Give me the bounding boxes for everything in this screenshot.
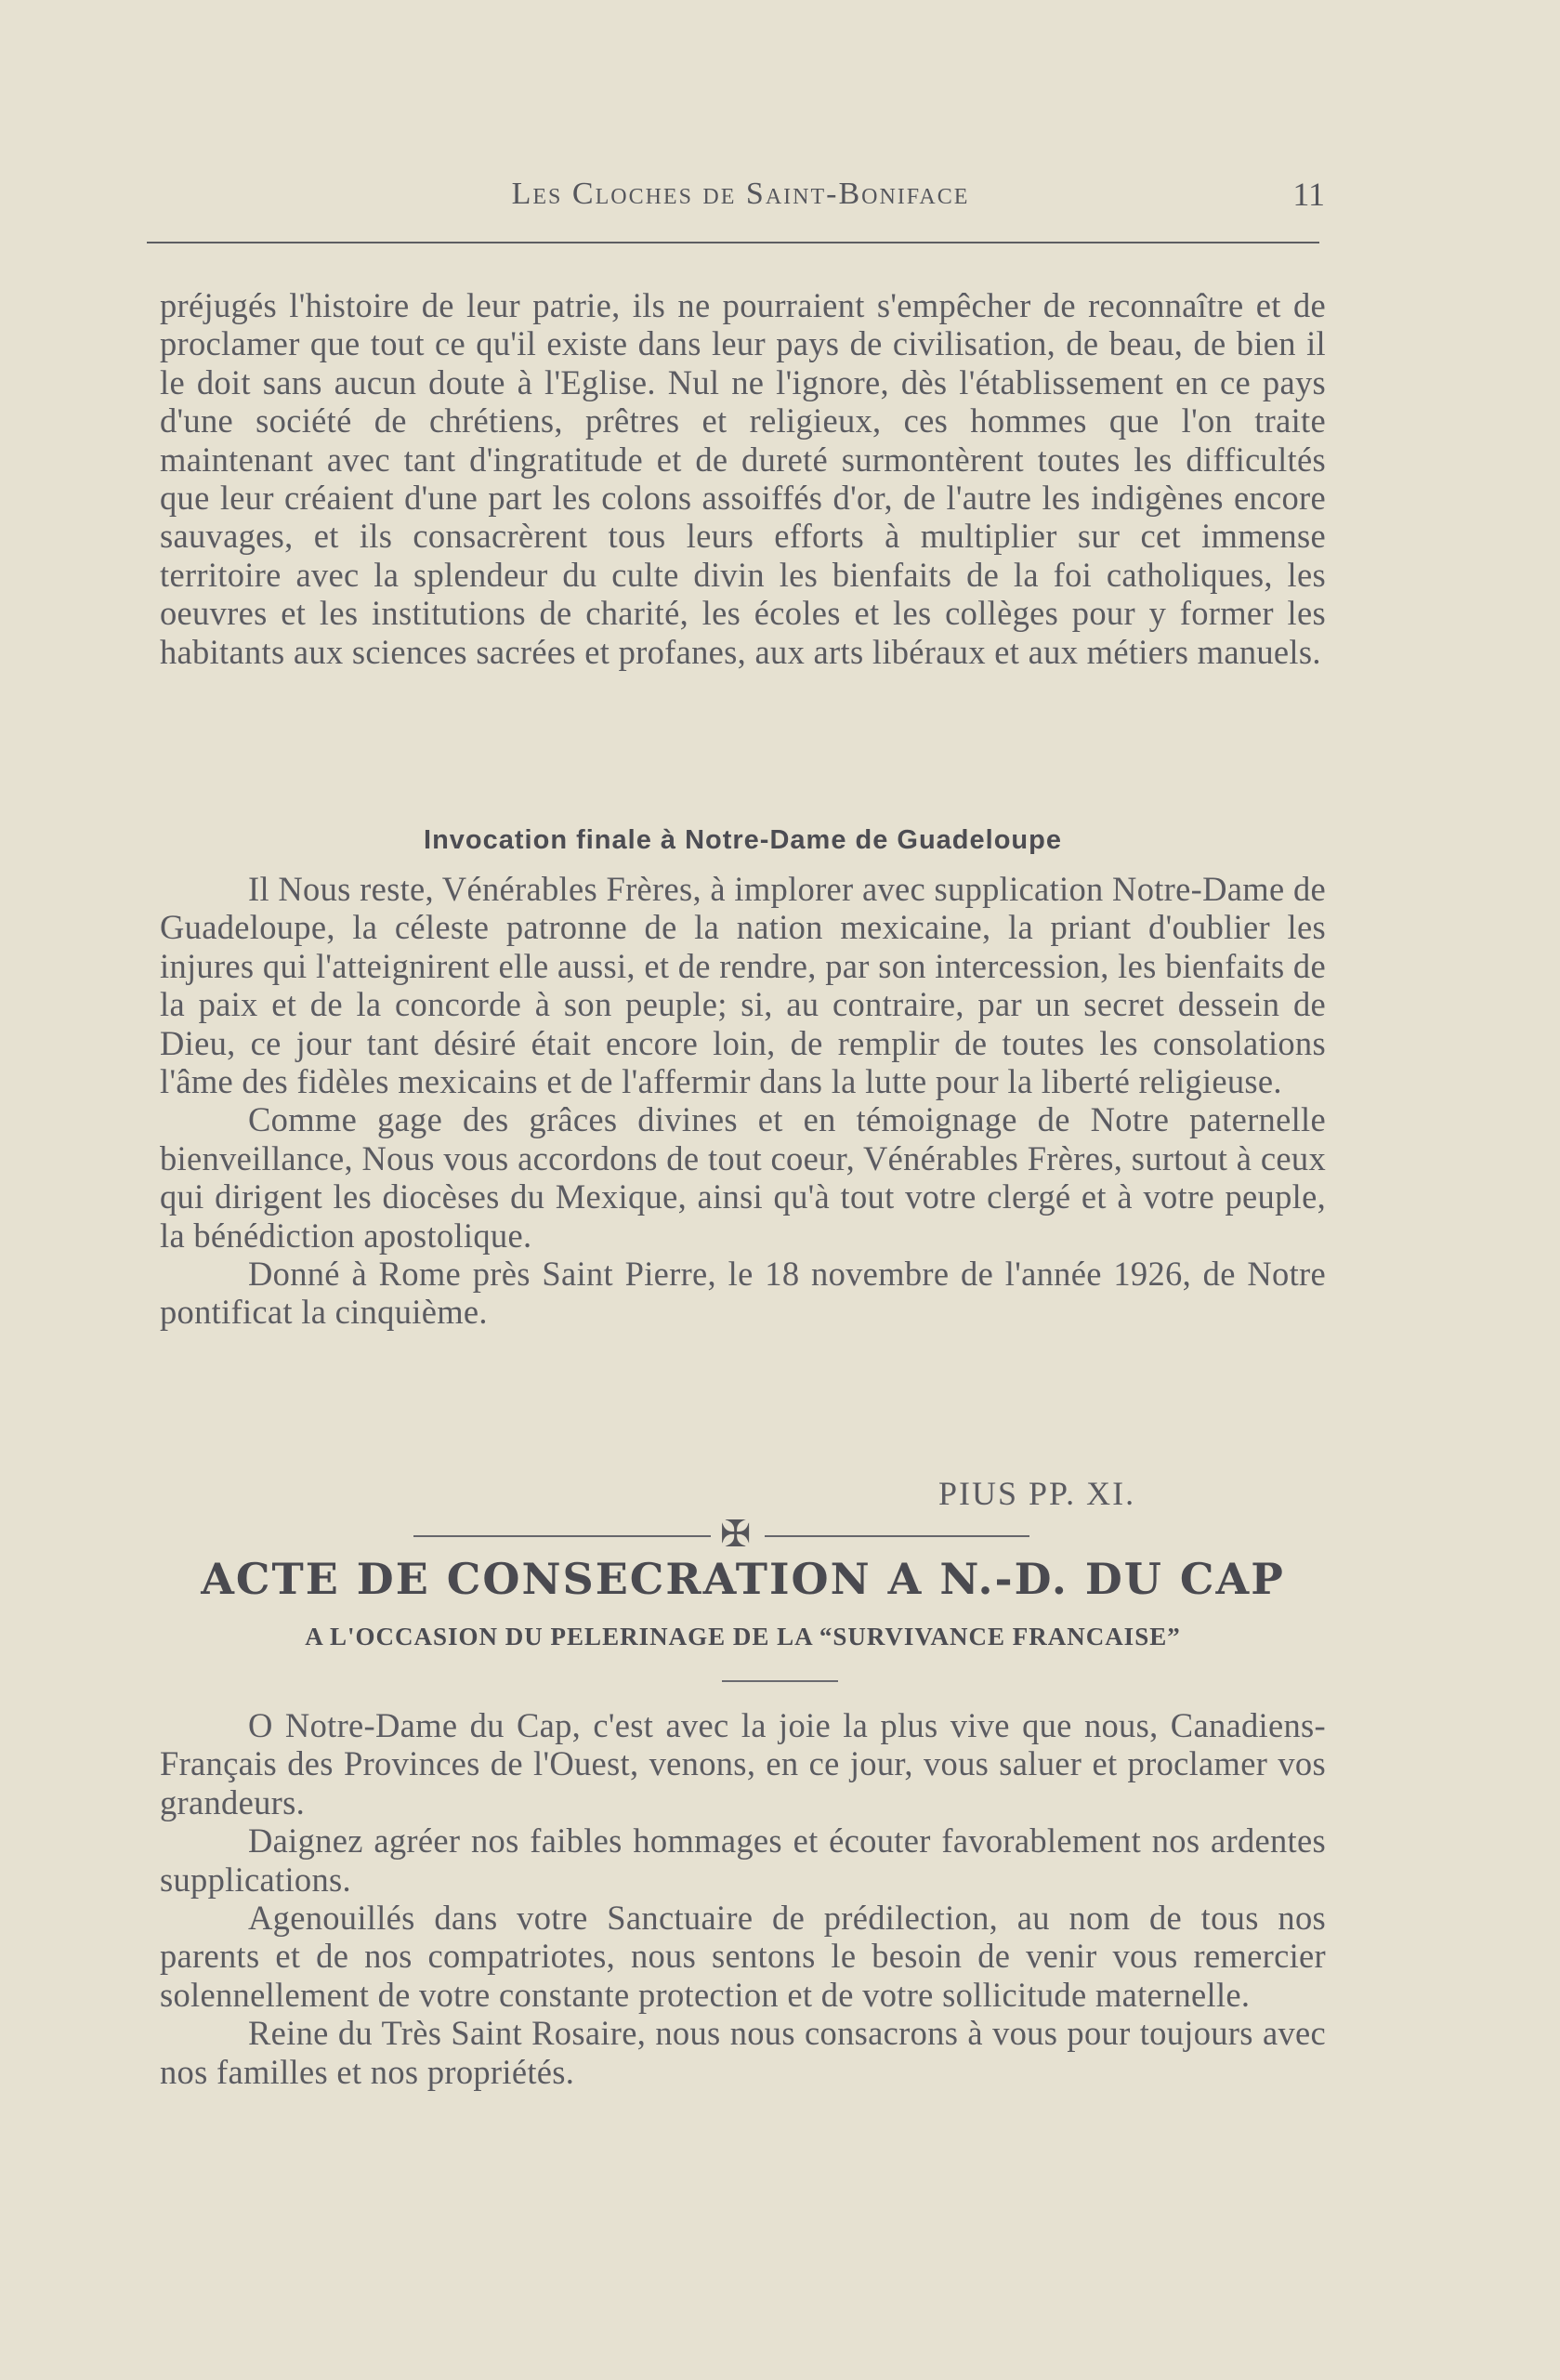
paragraph-reine: Reine du Très Saint Rosaire, nous nous consacrons à vous pour toujours avec nos familles et nos propriétés. bbox=[160, 2014, 1326, 2091]
paragraph-daignez: Daignez agréer nos faibles hommages et écouter favorablement nos ardentes supplications. bbox=[160, 1821, 1326, 1899]
paragraph-donne-a-rome: Donné à Rome près Saint Pierre, le 18 novembre de l'année 1926, de Notre pontificat la cinquième. bbox=[160, 1255, 1326, 1332]
acte-title: ACTE DE CONSECRATION A N.-D. DU CAP bbox=[201, 1554, 1285, 1604]
header-rule bbox=[147, 242, 1319, 243]
cross-ornament-divider bbox=[413, 1513, 1073, 1559]
paragraph-comme-gage: Comme gage des grâces divines et en témoignage de Notre paternelle bienveillance, Nous vous accordons de tout coeur, Vénérables Frères, surtout à ceux qui dirigent les diocèses du Mexique, ainsi qu'à tout votre clergé et à votre peuple, la bénédiction apostolique. bbox=[160, 1100, 1326, 1255]
section-letter bbox=[160, 286, 1326, 671]
acte-subtitle: A L'OCCASION DU PELERINAGE DE LA “SURVIVANCE FRANCAISE” bbox=[305, 1623, 1181, 1650]
running-title: Les Cloches de Saint-Boniface bbox=[511, 177, 970, 211]
paragraph-prejuges: préjugés l'histoire de leur patrie, ils ne pourraient s'empêcher de reconnaître et de proclamer que tout ce qu'il existe dans leur pays de civilisation, de beau, de bien il le doit sans aucun doute à l'Eglise. Nul ne l'ignore, dès l'établissement en ce pays d'une société de chrétiens, prêtres et religieux, ces hommes que l'on traite maintenant avec tant d'ingratitude et de dureté surmontèrent toutes les difficultés que leur créaient d'une part les colons assoiffés d'or, de l'autre les indigènes encore sauvages, et ils consacrèrent tous leurs efforts à multiplier sur cet immense territoire avec la splendeur du culte divin les bienfaits de la foi catholiques, les oeuvres et les institutions de charité, les écoles et les collèges pour y former les habitants aux sciences sacrées et profanes, aux arts libéraux et aux métiers manuels. bbox=[160, 286, 1326, 671]
paragraph-o-notre-dame: O Notre-Dame du Cap, c'est avec la joie la plus vive que nous, Canadiens-Français des Provinces de l'Ouest, venons, en ce jour, vous saluer et proclamer vos grandeurs. bbox=[160, 1706, 1326, 1821]
cross-icon: ✠ bbox=[720, 1513, 752, 1556]
section-invocation bbox=[160, 870, 1326, 1332]
heading-invocation: Invocation finale à Notre-Dame de Guadeloupe bbox=[424, 825, 1062, 855]
divider-line-right bbox=[765, 1535, 1029, 1537]
short-rule bbox=[722, 1680, 838, 1682]
paragraph-agenouilles: Agenouillés dans votre Sanctuaire de prédilection, au nom de tous nos parents et de nos compatriotes, nous sentons le besoin de venir vous remercier solennellement de votre constante protection et de votre sollicitude maternelle. bbox=[160, 1899, 1326, 2014]
section-acte bbox=[160, 1706, 1326, 2091]
page-number: 11 bbox=[1292, 176, 1325, 213]
paragraph-invocation: Il Nous reste, Vénérables Frères, à implorer avec supplication Notre-Dame de Guadeloupe, la céleste patronne de la nation mexicaine, la priant d'oublier les injures qui l'atteignirent elle aussi, et de rendre, par son intercession, les bienfaits de la paix et de la concorde à son peuple; si, au contraire, par un secret dessein de Dieu, ce jour tant désiré était encore loin, de remplir de toutes les consolations l'âme des fidèles mexicains et de l'affermir dans la lutte pour la liberté religieuse. bbox=[160, 870, 1326, 1101]
running-header bbox=[156, 169, 1325, 225]
divider-line-left bbox=[413, 1535, 711, 1537]
signature: PIUS PP. XI. bbox=[938, 1475, 1136, 1512]
